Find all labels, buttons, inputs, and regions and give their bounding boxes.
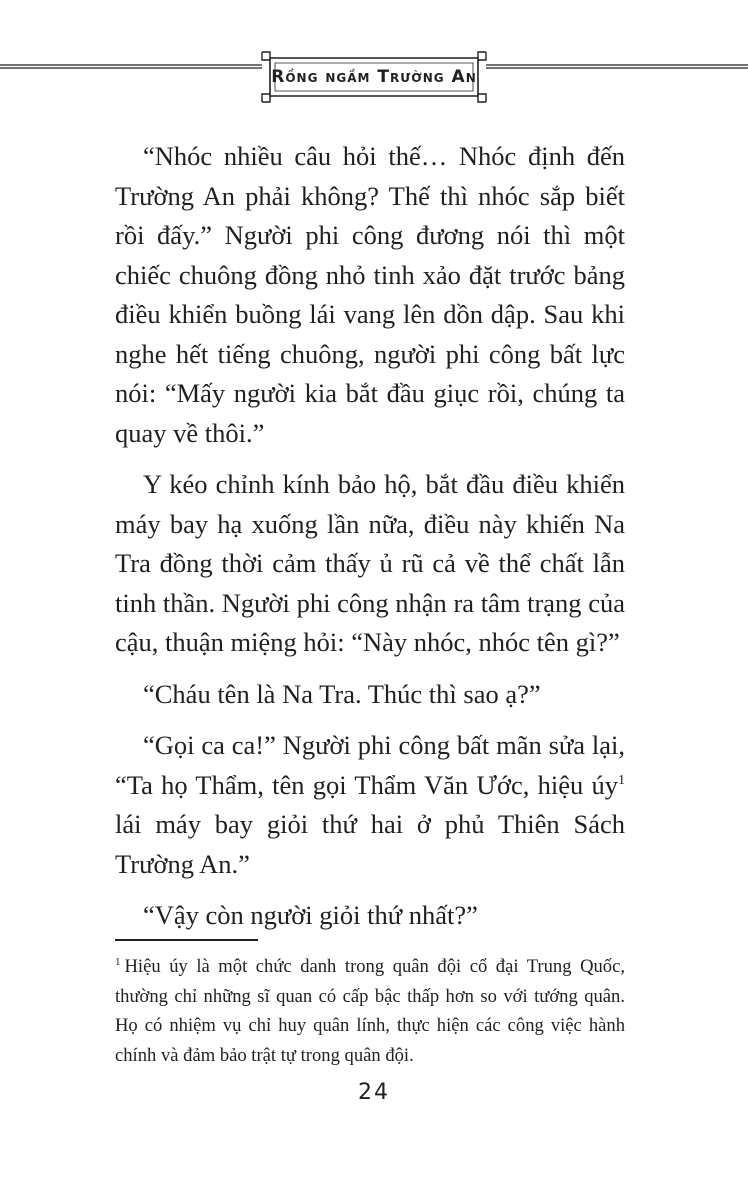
paragraph-4-text-before: “Gọi ca ca!” Người phi công bất mãn sửa lại, “Ta họ Thẩm, tên gọi Thẩm Văn Ước, hiệu úy (115, 730, 625, 800)
paragraph-5: “Vậy còn người giỏi thứ nhất?” (143, 900, 478, 930)
paragraph-3: “Cháu tên là Na Tra. Thúc thì sao ạ?” (143, 678, 541, 709)
footnote (115, 952, 625, 1070)
footnote-reference: 1 (618, 772, 625, 788)
body-text (115, 137, 625, 948)
page-number: 24 (358, 1080, 390, 1105)
footnote-text: Hiệu úy là một chức danh trong quân đội cổ đại Trung Quốc, thường chỉ những sĩ quan có cấp bậc thấp hơn so với tướng quân. Họ có nhiệm vụ chỉ huy quân lính, thực hiện các công việc hành chính và đảm bảo trật tự trong quân đội. (115, 956, 625, 1066)
running-header (0, 0, 748, 130)
footnote-mark: 1 (115, 955, 121, 968)
footnote-separator (115, 939, 258, 941)
paragraph-1: “Nhóc nhiều câu hỏi thế… Nhóc định đến Trường An phải không? Thế thì nhóc sắp biết rồi đấy.” Người phi công đương nói thì một chiếc chuông đồng nhỏ tinh xảo đặt trước bảng điều khiển buồng lái vang lên dồn dập. Sau khi nghe hết tiếng chuông, người phi công bất lực nói: “Mấy người kia bắt đầu giục rồi, chúng ta quay về thôi.” (115, 141, 625, 448)
paragraph-4 (115, 726, 625, 884)
book-title: Rồng ngầm Trường An (271, 67, 477, 87)
paragraph-4-text-after: lái máy bay giỏi thứ hai ở phủ Thiên Sách Trường An.” (115, 809, 625, 879)
paragraph-2: Y kéo chỉnh kính bảo hộ, bắt đầu điều khiển máy bay hạ xuống lần nữa, điều này khiến Na Tra đồng thời cảm thấy ủ rũ cả về thể chất lẫn tinh thần. Người phi công nhận ra tâm trạng của cậu, thuận miệng hỏi: “Này nhóc, nhóc tên gì?” (115, 469, 625, 657)
